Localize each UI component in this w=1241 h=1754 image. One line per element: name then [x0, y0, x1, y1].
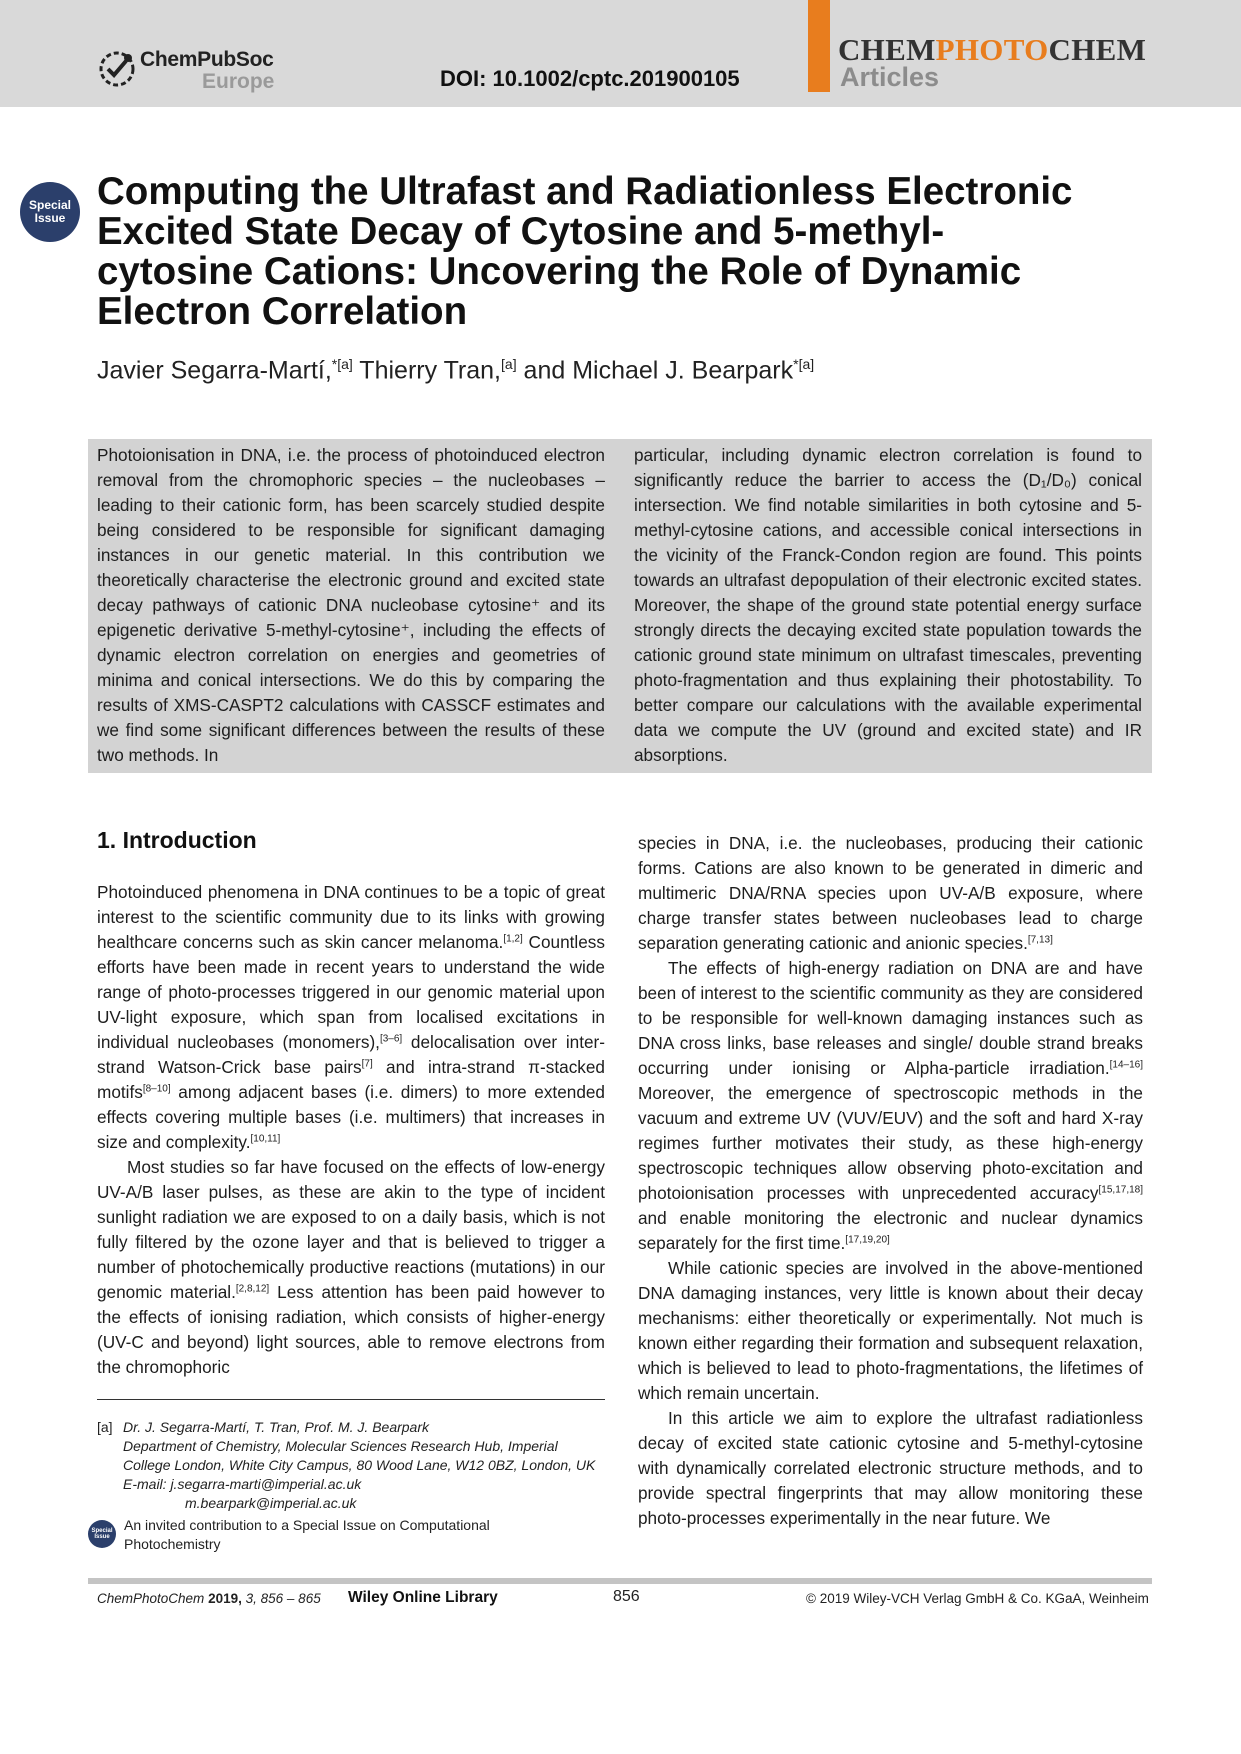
footer-divider — [88, 1578, 1152, 1584]
text: and intra-strand π-stacked motifs — [97, 1057, 605, 1102]
chempubsoc-logo-icon — [98, 50, 136, 88]
paragraph: While cationic species are involved in the above-mentioned DNA damaging instances, very little is known about their decay mechanisms: either theoretically or experimentally. Not much is known either regarding their formation and subsequent relaxation, which is believed to lead to photo-fragmentations, the lifetimes of which remain uncertain. — [638, 1258, 1143, 1403]
wiley-online-library-link[interactable]: Wiley Online Library — [348, 1589, 498, 1606]
page-number: 856 — [613, 1588, 640, 1605]
body-left-column — [97, 880, 605, 1380]
text: Photoinduced phenomena in DNA continues to be a topic of great interest to the scientific community due to its links with growing healthcare concerns such as skin cancer melanoma. — [97, 882, 605, 952]
author-affiliation-mark[interactable]: *[a] — [331, 356, 353, 372]
citation-ref[interactable]: [7,13] — [1027, 934, 1053, 946]
author-name: and Michael J. Bearpark — [516, 356, 794, 385]
article-type: Articles — [840, 62, 940, 92]
badge-line1: Special — [91, 1527, 113, 1534]
footer-year: 2019, — [208, 1591, 242, 1606]
publisher-name: ChemPubSoc — [140, 48, 274, 71]
footer-journal: ChemPhotoChem — [97, 1591, 205, 1606]
citation-ref[interactable]: [8–10] — [142, 1083, 171, 1095]
journal-name-part2: PHOTO — [935, 32, 1049, 67]
journal-accent-bar — [808, 0, 830, 92]
citation-ref[interactable]: [14–16] — [1109, 1059, 1143, 1071]
author-affiliation-mark[interactable]: *[a] — [793, 356, 815, 372]
text: among adjacent bases (i.e. dimers) to more extended effects covering multiple bases (i.e. multimers) that increases in size and complexity. — [97, 1082, 605, 1152]
citation-ref[interactable]: [2,8,12] — [235, 1283, 270, 1295]
paragraph — [638, 831, 1143, 956]
footnote-affiliation: Department of Chemistry, Molecular Sciences Research Hub, Imperial College London, White City Campus, 80 Wood Lane, W12 0BZ, London, UK — [123, 1438, 596, 1473]
publisher-sub: Europe — [202, 70, 275, 93]
footnote-email-2[interactable]: m.bearpark@imperial.ac.uk — [185, 1495, 357, 1511]
publisher-logo[interactable] — [98, 46, 298, 96]
citation-ref[interactable]: [15,17,18] — [1098, 1184, 1143, 1196]
special-issue-badge-small — [88, 1520, 116, 1548]
author-name: Thierry Tran, — [352, 356, 502, 385]
citation-ref[interactable]: [3–6] — [379, 1033, 403, 1045]
text: Less attention has been paid however to the effects of ionising radiation, which consists of higher-energy (UV-C and beyond) light sources, able to remove electrons from the chromophoric — [97, 1282, 605, 1377]
author-list — [97, 356, 814, 385]
abstract-right-column: particular, including dynamic electron correlation is found to significantly reduce the barrier to access the (D₁/D₀) conical intersection. We find notable similarities in both cytosine and 5-methyl-cytosine cations, and accessible conical intersections in the vicinity of the Franck-Condon region are found. This points towards an ultrafast depopulation of their electronic excited states. Moreover, the shape of the ground state potential energy surface strongly directs the decaying excited state population towards the cationic ground state minimum on ultrafast timescales, preventing photo-fragmentation and thus explaining their photostability. To better compare our calculations with the available experimental data we compute the UV (ground and excited state) and IR absorptions. — [634, 445, 1142, 765]
special-issue-badge[interactable] — [20, 182, 80, 242]
abstract-left-column: Photoionisation in DNA, i.e. the process of photoinduced electron removal from the chromophoric species – the nucleobases – leading to their cationic form, has been scarcely studied despite being considered to be responsible for significant damaging instances in our genetic material. In this contribution we theoretically characterise the electronic ground and excited state decay pathways of cationic DNA nucleobase cytosine⁺ and its epigenetic derivative 5-methyl-cytosine⁺, including the effects of dynamic electron correlation on energies and geometries of minima and conical intersections. We do this by comparing the results of XMS-CASPT2 calculations with CASSCF estimates and we find some significant differences between the results of these two methods. In — [97, 445, 605, 765]
doi-link[interactable]: DOI: 10.1002/cptc.201900105 — [440, 66, 740, 91]
footnote-marker: [a] — [97, 1419, 113, 1435]
footer-citation — [97, 1591, 321, 1606]
header-band — [0, 0, 1241, 107]
paragraph — [638, 956, 1143, 1256]
badge-line1: Special — [28, 198, 72, 213]
section-heading-introduction: 1. Introduction — [97, 827, 257, 853]
badge-line2: Issue — [94, 1534, 110, 1540]
body-right-column — [638, 831, 1143, 1531]
footnote-body — [123, 1418, 605, 1513]
text: delocalisation over inter-strand Watson-Crick base pairs — [97, 1032, 605, 1077]
citation-ref[interactable]: [1,2] — [503, 933, 523, 945]
footer-volume-pages: 3, 856 – 865 — [245, 1591, 321, 1606]
text: species in DNA, i.e. the nucleobases, producing their cationic forms. Cations are also known to be generated in dimeric and multimeric DNA/RNA species upon UV-A/B exposure, where charge transfer states between nucleobases lead to charge separation generating cationic and anionic species. — [638, 833, 1143, 953]
footnote-invited-note: An invited contribution to a Special Issue on Computational Photochemistry — [124, 1517, 490, 1552]
abstract-box — [88, 439, 1152, 773]
author-affiliation-mark[interactable]: [a] — [501, 356, 517, 372]
footnote-authors: Dr. J. Segarra-Martí, T. Tran, Prof. M. J. Bearpark — [123, 1419, 430, 1435]
author-name: Javier Segarra-Martí, — [97, 356, 332, 385]
text: Most studies so far have focused on the effects of low-energy UV-A/B laser pulses, as these are akin to the type of incident sunlight radiation we are exposed to on a daily basis, which is not fully filtered by the ozone layer and that is believed to trigger a number of photochemically productive reactions (mutations) in our genomic material. — [97, 1157, 605, 1302]
text: Moreover, the emergence of spectroscopic methods in the vacuum and extreme UV (VUV/EUV) and the soft and hard X-ray regimes further motivates their study, as these high-energy spectroscopic techniques allow observing photo-excitation and photoionisation processes with unprecedented accuracy — [638, 1083, 1143, 1203]
paragraph: In this article we aim to explore the ultrafast radiationless decay of excited state cationic cytosine and 5-methyl-cytosine with dynamically correlated electronic structure methods, and to provide spectral fingerprints that may allow monitoring these photo-processes experimentally in the near future. We — [638, 1408, 1143, 1528]
article-title: Computing the Ultrafast and Radiationless Electronic Excited State Decay of Cytosine and 5-methyl-cytosine Cations: Uncovering the Role of Dynamic Electron Correlation — [97, 170, 1073, 333]
text: and enable monitoring the electronic and nuclear dynamics separately for the first time. — [638, 1208, 1143, 1253]
text: The effects of high-energy radiation on DNA are and have been of interest to the scientific community as they are considered to be responsible for well-known damaging instances such as DNA cross links, base releases and single/ double strand breaks occurring under ionising or Alpha-particle irradiation. — [638, 958, 1143, 1078]
badge-line2: Issue — [34, 211, 66, 225]
text: Countless efforts have been made in recent years to understand the wide range of photo-processes triggered in our genomic material upon UV-light exposure, which span from localised excitations in individual nucleobases (monomers), — [97, 932, 605, 1052]
citation-ref[interactable]: [17,19,20] — [845, 1234, 890, 1246]
citation-ref[interactable]: [10,11] — [250, 1133, 281, 1145]
footnote-email[interactable]: E-mail: j.segarra-marti@imperial.ac.uk — [123, 1476, 362, 1492]
copyright-notice: © 2019 Wiley-VCH Verlag GmbH & Co. KGaA, Weinheim — [806, 1591, 1149, 1606]
journal-name-part1: CHEM — [838, 32, 936, 67]
citation-ref[interactable]: [7] — [361, 1058, 373, 1070]
footnote-divider — [97, 1399, 605, 1400]
paragraph — [97, 1155, 605, 1380]
journal-name-part3: CHEM — [1048, 32, 1147, 67]
paragraph — [97, 880, 605, 1155]
